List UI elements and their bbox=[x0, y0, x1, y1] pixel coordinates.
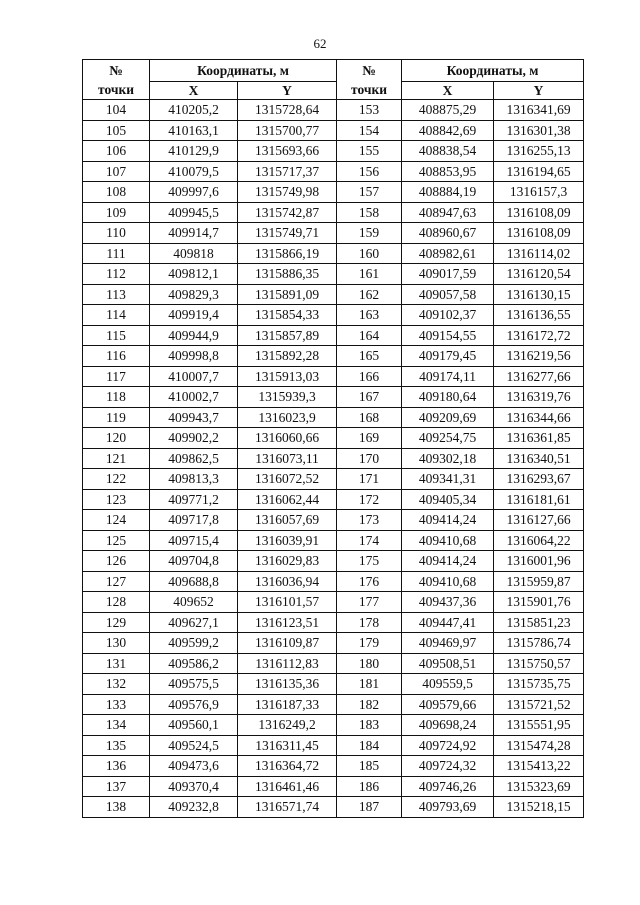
y-value-right: 1316108,09 bbox=[494, 202, 584, 223]
table-row bbox=[83, 202, 584, 223]
table-row bbox=[83, 264, 584, 285]
y-value-right: 1315750,57 bbox=[494, 653, 584, 674]
y-value-right: 1316064,22 bbox=[494, 530, 584, 551]
y-value-right: 1316120,54 bbox=[494, 264, 584, 285]
x-value-right: 409410,68 bbox=[402, 571, 494, 592]
number-sign: № bbox=[109, 62, 123, 78]
x-value-right: 409746,26 bbox=[402, 776, 494, 797]
point-number-header-left bbox=[83, 60, 150, 100]
x-value-right: 409209,69 bbox=[402, 407, 494, 428]
x-value-left: 410007,7 bbox=[150, 366, 238, 387]
point-number-left: 108 bbox=[83, 182, 150, 203]
x-value-left: 409945,5 bbox=[150, 202, 238, 223]
x-value-right: 409579,66 bbox=[402, 694, 494, 715]
coordinates-header-right: Координаты, м bbox=[402, 60, 584, 82]
point-number-left: 125 bbox=[83, 530, 150, 551]
point-label: точки bbox=[351, 81, 388, 97]
y-value-left: 1316249,2 bbox=[238, 715, 337, 736]
x-value-left: 409370,4 bbox=[150, 776, 238, 797]
y-value-left: 1315728,64 bbox=[238, 100, 337, 121]
y-value-left: 1316036,94 bbox=[238, 571, 337, 592]
table-row bbox=[83, 694, 584, 715]
point-number-right: 187 bbox=[337, 797, 402, 818]
table-row bbox=[83, 325, 584, 346]
x-value-right: 409469,97 bbox=[402, 633, 494, 654]
x-value-left: 410079,5 bbox=[150, 161, 238, 182]
point-number-left: 119 bbox=[83, 407, 150, 428]
point-number-right: 172 bbox=[337, 489, 402, 510]
table-row bbox=[83, 653, 584, 674]
point-number-right: 160 bbox=[337, 243, 402, 264]
x-value-left: 409813,3 bbox=[150, 469, 238, 490]
point-number-left: 111 bbox=[83, 243, 150, 264]
point-number-right: 155 bbox=[337, 141, 402, 162]
point-number-right: 166 bbox=[337, 366, 402, 387]
x-value-left: 409914,7 bbox=[150, 223, 238, 244]
y-value-right: 1316293,67 bbox=[494, 469, 584, 490]
x-value-right: 409017,59 bbox=[402, 264, 494, 285]
x-value-left: 409862,5 bbox=[150, 448, 238, 469]
x-value-left: 409717,8 bbox=[150, 510, 238, 531]
y-value-left: 1316062,44 bbox=[238, 489, 337, 510]
point-number-right: 169 bbox=[337, 428, 402, 449]
x-value-left: 409688,8 bbox=[150, 571, 238, 592]
y-value-left: 1316039,91 bbox=[238, 530, 337, 551]
table-row bbox=[83, 633, 584, 654]
y-header-left: Y bbox=[238, 82, 337, 100]
point-number-left: 114 bbox=[83, 305, 150, 326]
point-number-left: 110 bbox=[83, 223, 150, 244]
y-value-left: 1316029,83 bbox=[238, 551, 337, 572]
point-number-left: 115 bbox=[83, 325, 150, 346]
point-number-left: 112 bbox=[83, 264, 150, 285]
point-number-right: 171 bbox=[337, 469, 402, 490]
point-number-right: 153 bbox=[337, 100, 402, 121]
point-number-left: 127 bbox=[83, 571, 150, 592]
x-value-left: 409997,6 bbox=[150, 182, 238, 203]
x-value-right: 409698,24 bbox=[402, 715, 494, 736]
point-number-right: 158 bbox=[337, 202, 402, 223]
x-value-right: 409341,31 bbox=[402, 469, 494, 490]
y-value-left: 1316072,52 bbox=[238, 469, 337, 490]
table-row bbox=[83, 407, 584, 428]
point-number-left: 120 bbox=[83, 428, 150, 449]
point-number-right: 184 bbox=[337, 735, 402, 756]
y-value-left: 1315891,09 bbox=[238, 284, 337, 305]
table-row bbox=[83, 551, 584, 572]
x-value-right: 409508,51 bbox=[402, 653, 494, 674]
point-number-left: 123 bbox=[83, 489, 150, 510]
point-number-left: 113 bbox=[83, 284, 150, 305]
y-value-right: 1316108,09 bbox=[494, 223, 584, 244]
y-value-left: 1315939,3 bbox=[238, 387, 337, 408]
x-value-right: 409174,11 bbox=[402, 366, 494, 387]
x-header-right: X bbox=[402, 82, 494, 100]
x-value-left: 410002,7 bbox=[150, 387, 238, 408]
point-number-left: 135 bbox=[83, 735, 150, 756]
point-number-right: 179 bbox=[337, 633, 402, 654]
y-value-left: 1315857,89 bbox=[238, 325, 337, 346]
y-value-right: 1315959,87 bbox=[494, 571, 584, 592]
y-value-left: 1316112,83 bbox=[238, 653, 337, 674]
table-row bbox=[83, 797, 584, 818]
x-value-right: 409102,37 bbox=[402, 305, 494, 326]
point-number-left: 107 bbox=[83, 161, 150, 182]
page-number: 62 bbox=[313, 36, 327, 51]
x-value-left: 409919,4 bbox=[150, 305, 238, 326]
point-number-left: 104 bbox=[83, 100, 150, 121]
x-value-left: 409599,2 bbox=[150, 633, 238, 654]
point-number-right: 170 bbox=[337, 448, 402, 469]
point-number-left: 124 bbox=[83, 510, 150, 531]
y-value-left: 1316101,57 bbox=[238, 592, 337, 613]
y-value-left: 1316364,72 bbox=[238, 756, 337, 777]
table-row bbox=[83, 387, 584, 408]
x-value-right: 409179,45 bbox=[402, 346, 494, 367]
point-number-right: 176 bbox=[337, 571, 402, 592]
table-row bbox=[83, 223, 584, 244]
y-value-right: 1315735,75 bbox=[494, 674, 584, 695]
y-value-left: 1316135,36 bbox=[238, 674, 337, 695]
y-value-left: 1316023,9 bbox=[238, 407, 337, 428]
y-value-right: 1316340,51 bbox=[494, 448, 584, 469]
point-number-left: 131 bbox=[83, 653, 150, 674]
point-number-right: 167 bbox=[337, 387, 402, 408]
y-value-right: 1316172,72 bbox=[494, 325, 584, 346]
table-row bbox=[83, 530, 584, 551]
table-row bbox=[83, 141, 584, 162]
point-number-right: 183 bbox=[337, 715, 402, 736]
number-sign: № bbox=[362, 62, 376, 78]
x-value-left: 410163,1 bbox=[150, 120, 238, 141]
y-value-right: 1316255,13 bbox=[494, 141, 584, 162]
y-value-right: 1316319,76 bbox=[494, 387, 584, 408]
table-row bbox=[83, 510, 584, 531]
x-value-right: 408842,69 bbox=[402, 120, 494, 141]
point-number-left: 134 bbox=[83, 715, 150, 736]
point-number-left: 128 bbox=[83, 592, 150, 613]
point-number-right: 181 bbox=[337, 674, 402, 695]
y-value-right: 1316277,66 bbox=[494, 366, 584, 387]
x-value-left: 409944,9 bbox=[150, 325, 238, 346]
x-value-right: 408838,54 bbox=[402, 141, 494, 162]
y-value-right: 1316301,38 bbox=[494, 120, 584, 141]
y-value-left: 1315717,37 bbox=[238, 161, 337, 182]
x-value-right: 409559,5 bbox=[402, 674, 494, 695]
x-value-left: 409232,8 bbox=[150, 797, 238, 818]
x-value-right: 409410,68 bbox=[402, 530, 494, 551]
x-value-right: 409154,55 bbox=[402, 325, 494, 346]
y-value-left: 1316060,66 bbox=[238, 428, 337, 449]
table-row bbox=[83, 735, 584, 756]
y-value-left: 1316187,33 bbox=[238, 694, 337, 715]
y-header-right: Y bbox=[494, 82, 584, 100]
y-value-right: 1316194,65 bbox=[494, 161, 584, 182]
y-value-left: 1316123,51 bbox=[238, 612, 337, 633]
x-value-right: 409793,69 bbox=[402, 797, 494, 818]
coordinates-header-left: Координаты, м bbox=[150, 60, 337, 82]
y-value-right: 1316001,96 bbox=[494, 551, 584, 572]
y-value-right: 1315901,76 bbox=[494, 592, 584, 613]
y-value-right: 1315786,74 bbox=[494, 633, 584, 654]
table-row bbox=[83, 100, 584, 121]
table-row bbox=[83, 161, 584, 182]
point-number-left: 121 bbox=[83, 448, 150, 469]
y-value-left: 1315854,33 bbox=[238, 305, 337, 326]
point-number-left: 133 bbox=[83, 694, 150, 715]
table-row bbox=[83, 120, 584, 141]
y-value-right: 1316341,69 bbox=[494, 100, 584, 121]
point-number-right: 157 bbox=[337, 182, 402, 203]
point-number-left: 116 bbox=[83, 346, 150, 367]
table-row bbox=[83, 756, 584, 777]
y-value-right: 1315851,23 bbox=[494, 612, 584, 633]
x-value-right: 409254,75 bbox=[402, 428, 494, 449]
y-value-right: 1315323,69 bbox=[494, 776, 584, 797]
point-number-right: 154 bbox=[337, 120, 402, 141]
y-value-left: 1315693,66 bbox=[238, 141, 337, 162]
y-value-left: 1315913,03 bbox=[238, 366, 337, 387]
table-row bbox=[83, 612, 584, 633]
x-value-right: 409405,34 bbox=[402, 489, 494, 510]
point-label: точки bbox=[97, 81, 135, 97]
y-value-left: 1315749,98 bbox=[238, 182, 337, 203]
y-value-left: 1316311,45 bbox=[238, 735, 337, 756]
table-row bbox=[83, 448, 584, 469]
table-row bbox=[83, 571, 584, 592]
table-row bbox=[83, 469, 584, 490]
table-row bbox=[83, 592, 584, 613]
table-row bbox=[83, 284, 584, 305]
y-value-left: 1316461,46 bbox=[238, 776, 337, 797]
table-row bbox=[83, 489, 584, 510]
x-value-right: 408960,67 bbox=[402, 223, 494, 244]
point-number-right: 174 bbox=[337, 530, 402, 551]
x-value-right: 409302,18 bbox=[402, 448, 494, 469]
point-number-right: 156 bbox=[337, 161, 402, 182]
y-value-left: 1315700,77 bbox=[238, 120, 337, 141]
x-value-left: 410205,2 bbox=[150, 100, 238, 121]
table-row bbox=[83, 346, 584, 367]
x-value-left: 409586,2 bbox=[150, 653, 238, 674]
point-number-right: 173 bbox=[337, 510, 402, 531]
point-number-left: 122 bbox=[83, 469, 150, 490]
x-value-left: 409771,2 bbox=[150, 489, 238, 510]
x-value-right: 408853,95 bbox=[402, 161, 494, 182]
x-value-left: 409627,1 bbox=[150, 612, 238, 633]
point-number-left: 106 bbox=[83, 141, 150, 162]
point-number-right: 175 bbox=[337, 551, 402, 572]
y-value-left: 1315749,71 bbox=[238, 223, 337, 244]
y-value-left: 1315742,87 bbox=[238, 202, 337, 223]
point-number-right: 165 bbox=[337, 346, 402, 367]
point-number-right: 185 bbox=[337, 756, 402, 777]
x-value-left: 409902,2 bbox=[150, 428, 238, 449]
point-number-left: 132 bbox=[83, 674, 150, 695]
x-value-left: 409576,9 bbox=[150, 694, 238, 715]
point-number-right: 180 bbox=[337, 653, 402, 674]
point-number-header-right bbox=[337, 60, 402, 100]
coordinates-table bbox=[82, 59, 584, 818]
point-number-left: 117 bbox=[83, 366, 150, 387]
table-row bbox=[83, 243, 584, 264]
x-value-right: 409447,41 bbox=[402, 612, 494, 633]
y-value-right: 1315413,22 bbox=[494, 756, 584, 777]
table-row bbox=[83, 776, 584, 797]
y-value-left: 1315886,35 bbox=[238, 264, 337, 285]
table-row bbox=[83, 366, 584, 387]
y-value-right: 1316136,55 bbox=[494, 305, 584, 326]
point-number-left: 129 bbox=[83, 612, 150, 633]
point-number-right: 178 bbox=[337, 612, 402, 633]
point-number-right: 163 bbox=[337, 305, 402, 326]
coordinates-body bbox=[83, 100, 584, 818]
y-value-right: 1316344,66 bbox=[494, 407, 584, 428]
x-value-left: 409652 bbox=[150, 592, 238, 613]
x-value-left: 409560,1 bbox=[150, 715, 238, 736]
x-value-right: 409057,58 bbox=[402, 284, 494, 305]
x-value-right: 409180,64 bbox=[402, 387, 494, 408]
point-number-left: 118 bbox=[83, 387, 150, 408]
y-value-right: 1315551,95 bbox=[494, 715, 584, 736]
y-value-right: 1316127,66 bbox=[494, 510, 584, 531]
x-value-right: 408875,29 bbox=[402, 100, 494, 121]
x-value-left: 410129,9 bbox=[150, 141, 238, 162]
x-header-left: X bbox=[150, 82, 238, 100]
y-value-right: 1316114,02 bbox=[494, 243, 584, 264]
x-value-right: 409437,36 bbox=[402, 592, 494, 613]
x-value-left: 409818 bbox=[150, 243, 238, 264]
x-value-left: 409473,6 bbox=[150, 756, 238, 777]
x-value-right: 409414,24 bbox=[402, 551, 494, 572]
y-value-left: 1316057,69 bbox=[238, 510, 337, 531]
x-value-left: 409715,4 bbox=[150, 530, 238, 551]
y-value-left: 1316073,11 bbox=[238, 448, 337, 469]
x-value-left: 409575,5 bbox=[150, 674, 238, 695]
point-number-right: 161 bbox=[337, 264, 402, 285]
point-number-left: 138 bbox=[83, 797, 150, 818]
y-value-right: 1316181,61 bbox=[494, 489, 584, 510]
point-number-right: 186 bbox=[337, 776, 402, 797]
point-number-left: 126 bbox=[83, 551, 150, 572]
table-row bbox=[83, 182, 584, 203]
x-value-left: 409812,1 bbox=[150, 264, 238, 285]
point-number-left: 109 bbox=[83, 202, 150, 223]
x-value-right: 409724,92 bbox=[402, 735, 494, 756]
point-number-left: 136 bbox=[83, 756, 150, 777]
y-value-left: 1316109,87 bbox=[238, 633, 337, 654]
y-value-right: 1316361,85 bbox=[494, 428, 584, 449]
point-number-right: 162 bbox=[337, 284, 402, 305]
y-value-left: 1315892,28 bbox=[238, 346, 337, 367]
x-value-left: 409829,3 bbox=[150, 284, 238, 305]
x-value-left: 409998,8 bbox=[150, 346, 238, 367]
table-row bbox=[83, 305, 584, 326]
y-value-right: 1316219,56 bbox=[494, 346, 584, 367]
y-value-right: 1315218,15 bbox=[494, 797, 584, 818]
y-value-right: 1316130,15 bbox=[494, 284, 584, 305]
x-value-right: 409414,24 bbox=[402, 510, 494, 531]
y-value-right: 1315474,28 bbox=[494, 735, 584, 756]
x-value-right: 408884,19 bbox=[402, 182, 494, 203]
table-row bbox=[83, 715, 584, 736]
x-value-right: 408947,63 bbox=[402, 202, 494, 223]
point-number-left: 130 bbox=[83, 633, 150, 654]
point-number-right: 159 bbox=[337, 223, 402, 244]
point-number-right: 168 bbox=[337, 407, 402, 428]
point-number-right: 182 bbox=[337, 694, 402, 715]
y-value-right: 1315721,52 bbox=[494, 694, 584, 715]
y-value-right: 1316157,3 bbox=[494, 182, 584, 203]
table-row bbox=[83, 674, 584, 695]
point-number-right: 164 bbox=[337, 325, 402, 346]
table-row bbox=[83, 428, 584, 449]
x-value-left: 409524,5 bbox=[150, 735, 238, 756]
x-value-right: 409724,32 bbox=[402, 756, 494, 777]
x-value-right: 408982,61 bbox=[402, 243, 494, 264]
point-number-right: 177 bbox=[337, 592, 402, 613]
x-value-left: 409704,8 bbox=[150, 551, 238, 572]
x-value-left: 409943,7 bbox=[150, 407, 238, 428]
point-number-left: 137 bbox=[83, 776, 150, 797]
y-value-left: 1316571,74 bbox=[238, 797, 337, 818]
point-number-left: 105 bbox=[83, 120, 150, 141]
y-value-left: 1315866,19 bbox=[238, 243, 337, 264]
